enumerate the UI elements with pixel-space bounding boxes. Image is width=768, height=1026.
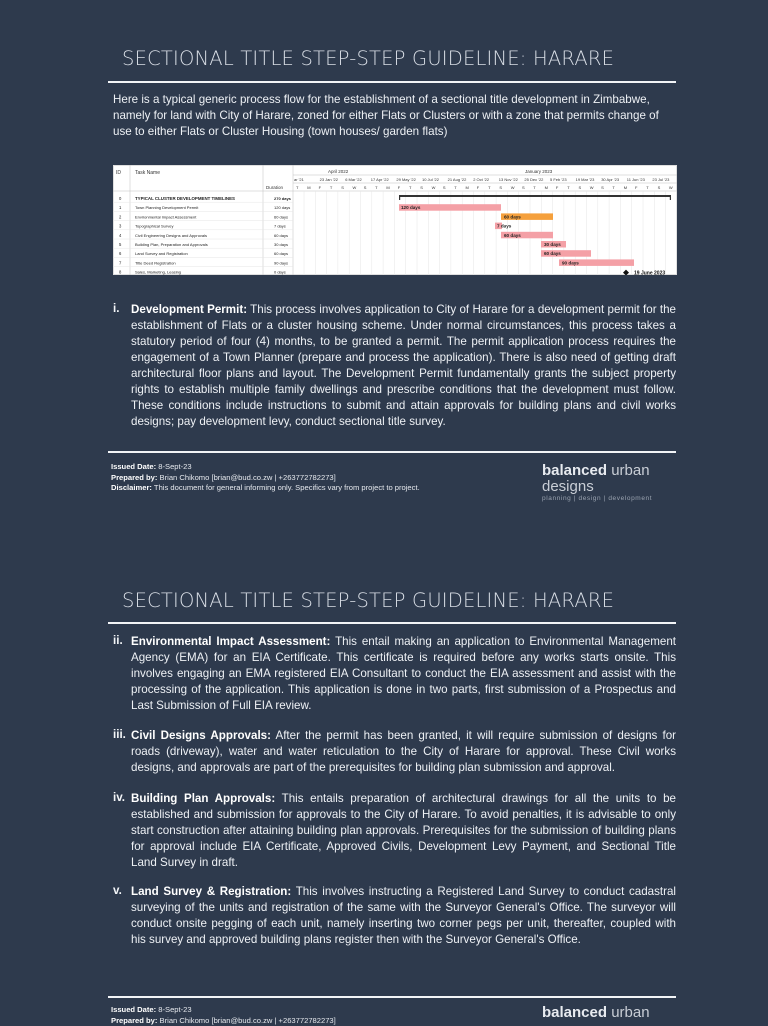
gantt-day-letter: T bbox=[533, 185, 536, 190]
gantt-week-label: 23 Jan '22 bbox=[319, 177, 338, 182]
gantt-week-label: 6 Mar '22 bbox=[345, 177, 362, 182]
gantt-day-letter: W bbox=[589, 185, 594, 190]
gantt-row-task: Topographical Survey bbox=[135, 223, 174, 229]
gantt-day-letter: M bbox=[623, 185, 628, 190]
gantt-row-task: Building Plan, Preparation and Approvals bbox=[135, 242, 208, 247]
gantt-day-letter: S bbox=[442, 185, 446, 190]
issued-value: 8-Sept-23 bbox=[156, 1005, 192, 1014]
gantt-week-label: 30 Apr '23 bbox=[601, 177, 620, 182]
gantt-week-label: 11 Jun '23 bbox=[626, 177, 645, 182]
item-development-permit bbox=[131, 302, 676, 430]
gantt-week-label: 19 Mar '23 bbox=[575, 177, 595, 182]
gantt-row-duration: 30 days bbox=[274, 242, 289, 247]
company-logo bbox=[542, 463, 652, 502]
gantt-bar-label: 7 days bbox=[497, 223, 512, 229]
gantt-row-duration: 0 days bbox=[274, 269, 286, 275]
gantt-day-letter: T bbox=[646, 185, 649, 190]
gantt-milestone-label: 19 June 2023 bbox=[634, 270, 666, 275]
gantt-header-id: ID bbox=[116, 170, 121, 176]
gantt-row-task: Environmental Impact Assessment bbox=[135, 214, 197, 220]
title-rule bbox=[108, 622, 676, 624]
gantt-row-duration: 60 days bbox=[274, 232, 289, 238]
item-text: This entails preparation of architectural drawings for all the units to be established and submission for approvals to the City of Harare. To avoid penalties, it is advisable to only start construction after attaining building plan approvals. Prerequisites for the submission of building plans for approval include EIA Certificate, Approved Civils, Development Levy Payment, and Sectional Title Land Survey in draft. bbox=[131, 792, 677, 869]
gantt-month-label: January 2023 bbox=[525, 169, 553, 174]
prepared-value: Brian Chikomo [brian@bud.co.zw | +263772782273] bbox=[157, 472, 336, 482]
item-text: This entail making an application to Environmental Management Agency (EMA) for an EIA Certificate. This certificate is required before any works starts onsite. This involves engaging an EMA registered EIA Consultant to conduct the EIA assessment and assist with the processing of the application. This application is done in two parts, first submission of a Prospectus and Last Submission of Full EIA review. bbox=[131, 635, 676, 712]
gantt-row-id: 3 bbox=[119, 223, 122, 229]
issued-label: Issued Date: bbox=[111, 1005, 157, 1014]
gantt-summary-cap bbox=[670, 195, 671, 200]
prepared-label: Prepared by: bbox=[111, 1015, 158, 1025]
gantt-row-id: 2 bbox=[119, 214, 122, 220]
gantt-day-letter: M bbox=[465, 185, 469, 190]
gantt-day-letter: T bbox=[454, 185, 457, 190]
gantt-day-letter: T bbox=[612, 185, 615, 190]
gantt-header-duration: Duration bbox=[266, 185, 284, 190]
logo-word-balanced: balanced bbox=[542, 1004, 608, 1021]
gantt-row-duration: 60 days bbox=[274, 214, 289, 220]
gantt-summary-cap bbox=[399, 195, 400, 200]
gantt-week-label: 10 Jul '22 bbox=[422, 177, 439, 182]
gantt-row-id: 7 bbox=[119, 260, 122, 266]
gantt-bar-label: 120 days bbox=[401, 205, 421, 211]
gantt-bar-label: 30 days bbox=[544, 242, 561, 247]
prepared-value: Brian Chikomo [brian@bud.co.zw | +263772782273] bbox=[157, 1015, 336, 1025]
gantt-bar-label: 90 days bbox=[562, 260, 579, 266]
gantt-day-letter: M bbox=[544, 185, 548, 190]
item-label: Environmental Impact Assessment: bbox=[131, 635, 331, 648]
gantt-row-duration: 7 days bbox=[274, 223, 286, 229]
gantt-day-letter: F bbox=[397, 185, 401, 190]
gantt-row-id: 0 bbox=[119, 196, 122, 201]
item-number: i. bbox=[113, 302, 120, 315]
gantt-day-letter: S bbox=[499, 185, 503, 190]
gantt-day-letter: W bbox=[352, 185, 357, 190]
page-title: SECTIONAL TITLE STEP-STEP GUIDELINE: HARARE bbox=[122, 47, 615, 70]
gantt-day-letter: F bbox=[635, 185, 638, 190]
gantt-day-letter: W bbox=[431, 185, 436, 190]
item-land-survey bbox=[131, 884, 676, 948]
item-civil-designs bbox=[131, 728, 676, 776]
gantt-day-letter: S bbox=[578, 185, 582, 190]
gantt-day-letter: S bbox=[601, 185, 604, 190]
disclaimer-label: Disclaimer: bbox=[111, 483, 152, 492]
gantt-week-label: 21 Aug '22 bbox=[447, 177, 467, 182]
item-building-plans bbox=[131, 791, 676, 871]
gantt-row-duration: 60 days bbox=[274, 251, 289, 257]
footer-rule bbox=[108, 996, 676, 998]
gantt-month-label: April 2022 bbox=[328, 169, 349, 174]
gantt-day-letter: F bbox=[318, 185, 322, 190]
gantt-day-letter: S bbox=[522, 185, 525, 190]
gantt-day-letter: T bbox=[567, 185, 570, 190]
item-number: v. bbox=[113, 884, 122, 897]
logo-word-urban: urban bbox=[611, 462, 650, 479]
gantt-day-letter: T bbox=[329, 185, 333, 190]
gantt-row-id: 1 bbox=[119, 205, 122, 211]
gantt-row-id: 6 bbox=[119, 251, 122, 257]
company-logo bbox=[542, 1005, 650, 1021]
disclaimer-value: This document for general informing only. Specifics vary from project to project. bbox=[151, 483, 420, 492]
gantt-row-id: 4 bbox=[119, 232, 122, 238]
gantt-summary-bar bbox=[399, 195, 671, 197]
gantt-week-label: 23 Jul '23 bbox=[652, 177, 670, 182]
logo-word-designs: designs bbox=[542, 478, 594, 495]
gantt-row-duration: 90 days bbox=[274, 260, 289, 266]
item-number: iv. bbox=[113, 791, 126, 804]
item-text: This involves instructing a Registered Land Survey to conduct cadastral surveying of the units and registration of the same with the Surveyor General's Office. The surveyor will conduct onsite pegging of each unit, namely inserting two corner pegs per unit, thereafter, coupled with his survey and approved building plans register then with the Surveyor General's Office. bbox=[131, 885, 676, 946]
gantt-row-task: Sales, Marketing, Leasing bbox=[135, 269, 182, 275]
gantt-day-letter: M bbox=[307, 185, 311, 190]
gantt-row-id: 8 bbox=[119, 269, 122, 275]
footer bbox=[111, 462, 511, 494]
item-label: Building Plan Approvals: bbox=[131, 792, 276, 805]
issued-label: Issued Date: bbox=[111, 462, 157, 471]
gantt-day-letter: S bbox=[341, 185, 344, 190]
gantt-bar-label: 60 days bbox=[544, 251, 561, 257]
gantt-week-label: 25 Dec '22 bbox=[524, 177, 544, 182]
gantt-day-letter: W bbox=[510, 185, 515, 190]
page-title: SECTIONAL TITLE STEP-STEP GUIDELINE: HARARE bbox=[122, 589, 615, 612]
item-text: This process involves application to City of Harare for a development permit for the establishment of Flats or a cluster housing scheme. Under normal circumstances, this process takes a statutory period of four (4) months, to be granted a permit. The permit application process requires the engagement of a Town Planner (prepare and process the application). There is also need of getting draft architectural floor plans and layout. The Development Permit fundamentally grants the subject property rights to establish multiple family dwellings and prescribe conditions that the development must follow. These conditions include instructions to submit and attain approvals for building plans and civil works designs; pay development levy, conduct sectional title survey. bbox=[131, 303, 676, 428]
item-label: Land Survey & Registration: bbox=[131, 885, 292, 898]
gantt-week-label: 5 Feb '23 bbox=[550, 177, 567, 182]
gantt-row-id: 5 bbox=[119, 242, 122, 247]
item-label: Development Permit: bbox=[131, 303, 248, 316]
gantt-day-letter: F bbox=[476, 185, 480, 190]
gantt-bar-label: 60 days bbox=[504, 214, 521, 220]
logo-tagline: planning | design | development bbox=[542, 495, 653, 502]
gantt-day-letter: S bbox=[420, 185, 423, 190]
gantt-row-task: TYPICAL CLUSTER DEVELOPMENT TIMELINES bbox=[135, 196, 235, 201]
gantt-day-letter: W bbox=[668, 185, 673, 190]
gantt-day-letter: M bbox=[386, 185, 390, 190]
gantt-row-task: Civil Engineering Designs and Approvals bbox=[135, 232, 208, 238]
gantt-week-label: 13 Nov '22 bbox=[498, 177, 518, 182]
gantt-milestone bbox=[623, 270, 629, 275]
gantt-week-label: 17 Apr '22 bbox=[370, 177, 389, 182]
title-rule bbox=[108, 81, 676, 83]
footer bbox=[111, 1005, 511, 1026]
item-number: ii. bbox=[113, 634, 123, 647]
gantt-row-task: Town Planning Development Permit bbox=[135, 205, 199, 211]
prepared-label: Prepared by: bbox=[111, 472, 158, 482]
gantt-day-letter: S bbox=[363, 185, 367, 190]
logo-word-balanced: balanced bbox=[542, 462, 608, 479]
gantt-bar-label: 60 days bbox=[504, 232, 521, 238]
gantt-day-letter: T bbox=[409, 185, 412, 190]
intro-paragraph: Here is a typical generic process flow for the establishment of a sectional title development in Zimbabwe, namely for land with City of Harare, zoned for either Flats or Clusters or with a zone that permits change of use to either Flats or Cluster Housing (town houses/ garden flats) bbox=[113, 93, 659, 138]
item-number: iii. bbox=[113, 728, 126, 741]
gantt-row-duration: 120 days bbox=[274, 205, 291, 211]
gantt-header-task: Task Name bbox=[135, 170, 161, 176]
gantt-row-task: Land Survey and Registration bbox=[135, 251, 188, 257]
gantt-row-duration: 270 days bbox=[274, 196, 291, 201]
issued-value: 8-Sept-23 bbox=[156, 462, 192, 471]
logo-word-urban: urban bbox=[611, 1004, 650, 1021]
gantt-week-label: 29 May '22 bbox=[396, 177, 416, 182]
gantt-day-letter: S bbox=[657, 185, 661, 190]
gantt-day-letter: T bbox=[296, 185, 299, 190]
gantt-week-label: 2 Oct '22 bbox=[473, 177, 490, 182]
gantt-day-letter: F bbox=[555, 185, 559, 190]
footer-rule bbox=[108, 451, 676, 453]
item-text: After the permit has been granted, it will require submission of designs for roads (driveway), water and water reticulation to the City of Harare for approval. These Civil works designs, and approvals are part of the prerequisites for building plan submission and approval. bbox=[131, 729, 677, 774]
gantt-day-letter: T bbox=[375, 185, 378, 190]
gantt-chart bbox=[113, 165, 677, 275]
item-label: Civil Designs Approvals: bbox=[131, 729, 271, 742]
gantt-day-letter: T bbox=[488, 185, 491, 190]
item-eia bbox=[131, 634, 676, 714]
gantt-week-label: ar '21 bbox=[294, 177, 304, 182]
gantt-row-task: Title Deed Registration bbox=[135, 260, 176, 266]
